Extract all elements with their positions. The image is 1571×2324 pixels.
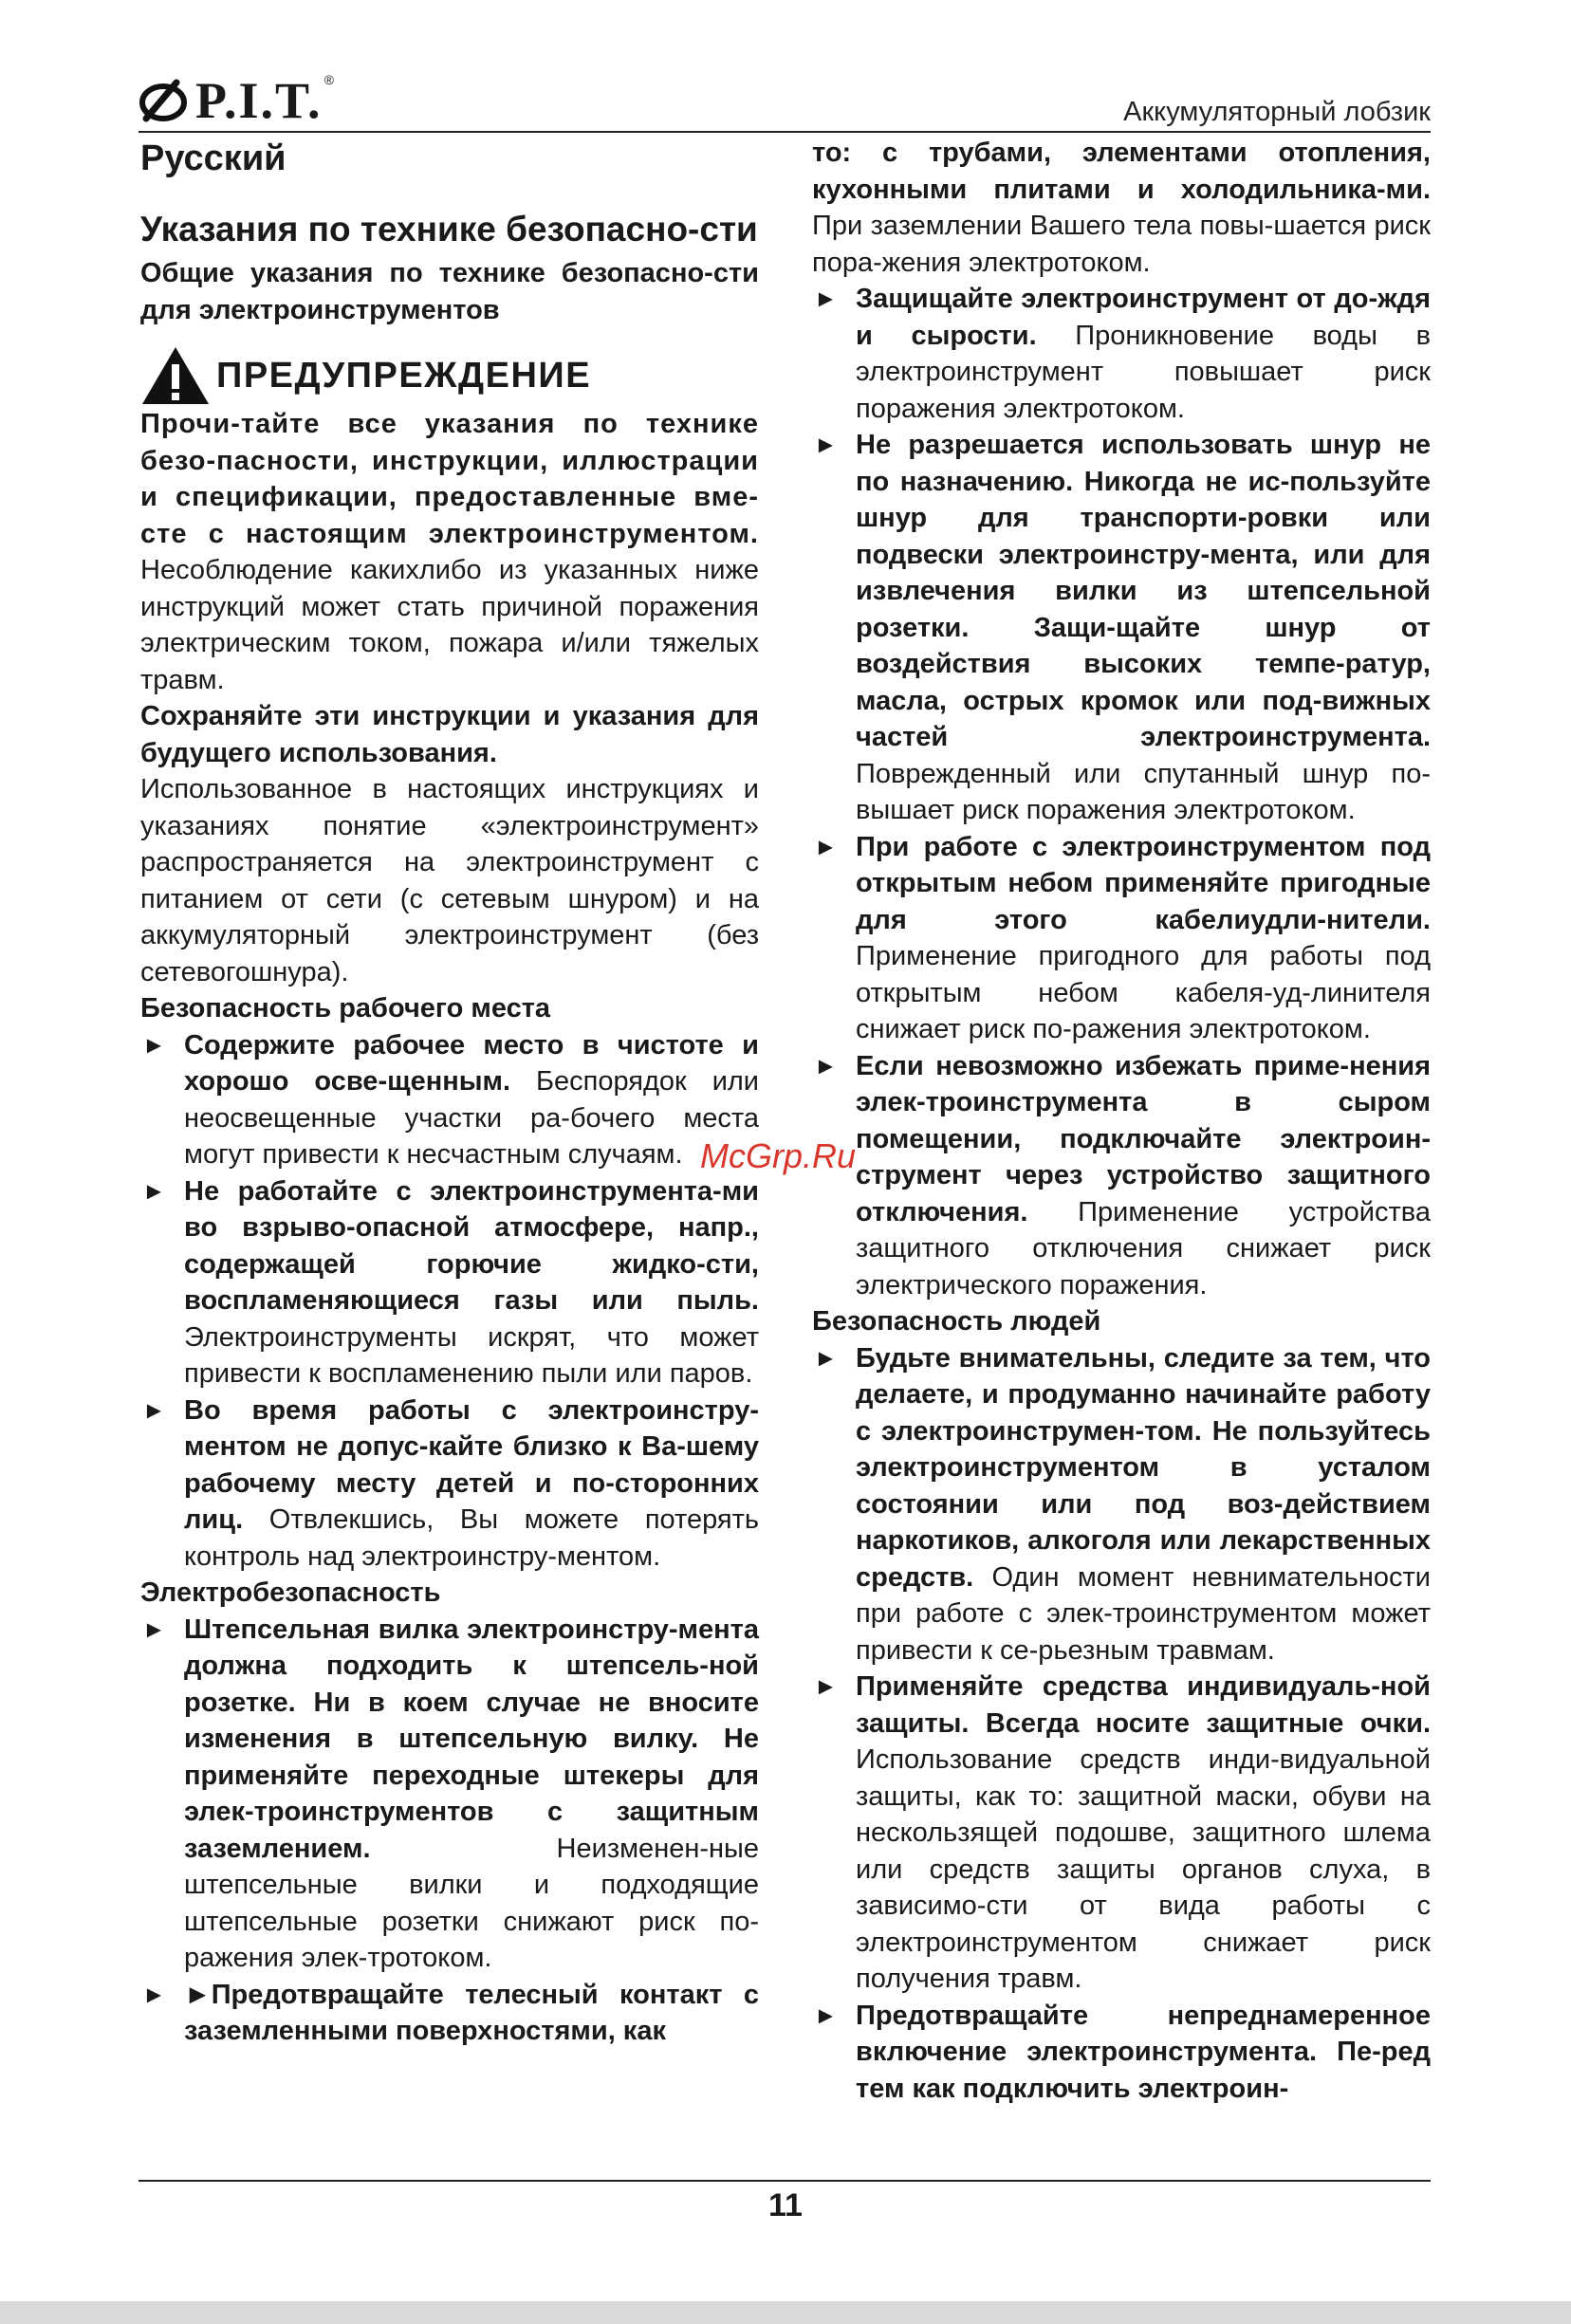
list-item-bold: Если невозможно избежать приме-нения элек-троинструмента в сыром помещении, подключайте электроин-струмент через устройство защитного отключения.	[856, 1050, 1431, 1227]
warning-body	[140, 406, 759, 698]
page-number: 11	[768, 2187, 803, 2223]
bullet-arrow-icon: ►	[142, 1177, 166, 1205]
footer-divider	[139, 2180, 1431, 2182]
bullet-arrow-icon: ►	[814, 833, 838, 860]
bullet-arrow-icon: ►	[142, 1615, 166, 1643]
header-divider	[139, 131, 1431, 133]
list-item-bold: Во время работы с электроинстру-ментом не допус-кайте близко к Ва-шему рабочему месту детей и по-сторонних лиц.	[184, 1394, 759, 1535]
list-item-bold: Будьте внимательны, следите за тем, что делаете, и продуманно начинайте работу с электроинструмен-том. Не пользуйтесь электроинструментом в усталом состоянии или под воз-действием наркотиков, алкоголя или лекарственных средств.	[856, 1342, 1431, 1593]
bullet-arrow-icon: ►	[814, 2001, 838, 2029]
list-item	[140, 1977, 759, 2050]
list-item	[812, 1669, 1431, 1998]
brand-logo	[139, 72, 334, 129]
list-item	[812, 1998, 1431, 2108]
list-item-text: Неизменен-ные штепсельные вилки и подходящие штепсельные розетки снижают риск по-ражения элек-тротоком.	[184, 1833, 759, 1973]
language-title: Русский	[140, 138, 286, 178]
list-item	[140, 1393, 759, 1576]
list-item-text: Отвлекшись, Вы можете потерять контроль над электроинстру-ментом.	[184, 1504, 759, 1572]
list-item	[140, 1173, 759, 1393]
watermark: McGrp.Ru	[700, 1136, 857, 1175]
document-title: Аккумуляторный лобзик	[1123, 97, 1431, 127]
list-item-text: Один момент невнимательности при работе с элек-троинструментом может привести к се-рьезным травмам.	[856, 1561, 1431, 1666]
bullet-arrow-icon: ►	[814, 286, 838, 312]
list-item-text: Беспорядок или неосвещенные участки ра-бочего места могут привести к несчастным случаям.	[184, 1066, 760, 1170]
bullet-arrow-icon: ►	[814, 432, 838, 458]
left-column	[140, 135, 759, 2050]
personal-safety-heading: Безопасность людей	[812, 1306, 1101, 1337]
list-item-bold: ►Предотвращайте телесный контакт с заземленными поверхностями, как	[184, 1979, 759, 2046]
save-instructions-note: Сохраняйте эти инструкции и указания для будущего использования.	[140, 701, 759, 768]
list-item	[812, 427, 1431, 829]
list-item	[812, 1048, 1431, 1304]
continued-paragraph	[812, 135, 1431, 281]
bullet-arrow-icon: ►	[814, 1052, 838, 1079]
bullet-arrow-icon: ►	[142, 1396, 166, 1424]
list-item-text: Использование средств инди-видуальной защиты, как то: защитной маски, обуви на нескользящей подошве, защитного шлема или средств защиты органов слуха, в зависимо-сти от вида работы с электроинструментом снижает риск получения травм.	[856, 1744, 1431, 1994]
work-area-heading: Безопасность рабочего места	[140, 993, 551, 1024]
list-item-bold: Защищайте электроинструмент от до-ждя и сырости.	[856, 284, 1431, 351]
list-item	[812, 829, 1431, 1048]
list-item-text: Электроинструменты искрят, что может привести к воспламенению пыли или паров.	[184, 1321, 759, 1389]
list-item	[812, 1340, 1431, 1669]
page-bottom-band	[0, 2301, 1571, 2324]
section-title: Указания по технике безопасно-сти	[140, 210, 758, 249]
logo-text: P.I.T.	[195, 72, 323, 129]
list-item-bold: Содержите рабочее место в чистоте и хорошо осве-щенным.	[184, 1029, 759, 1097]
continued-bold: то: с трубами, элементами отопления, кухонными плитами и холодильника-ми.	[812, 138, 1431, 205]
list-item	[812, 281, 1431, 427]
warning-triangle-icon	[140, 345, 211, 406]
list-item-text: Применение устройства защитного отключения снижает риск электрического поражения.	[856, 1196, 1431, 1300]
registered-mark: ®	[323, 72, 334, 87]
section-subtitle: Общие указания по технике безопасно-сти для электроинструментов	[140, 258, 759, 325]
bullet-arrow-icon: ►	[814, 1344, 838, 1372]
list-item-bold: Предотвращайте непреднамеренное включение электроинструмента. Пе-ред тем как подключить электроин-	[856, 2000, 1431, 2104]
bullet-arrow-icon: ►	[142, 1031, 166, 1059]
electrical-safety-heading: Электробезопасность	[140, 1577, 441, 1608]
warning-text: Несоблюдение какихлибо из указанных ниже инструкций может стать причиной поражения электрическим током, пожара и/или тяжелых травм.	[140, 555, 759, 695]
list-item-bold: При работе с электроинструментом под открытым небом применяйте пригодные для этого кабелиудли-нители.	[856, 831, 1431, 935]
list-item-text: Применение пригодного для работы под открытым небом кабеля-уд-линителя снижает риск по-ражения электротоком.	[856, 941, 1431, 1044]
list-item	[140, 1612, 759, 1977]
list-item-bold: Не разрешается использовать шнур не по назначению. Никогда не ис-пользуйте шнур для транспорти-ровки или подвески электроинстру-мента, или для извлечения вилки из штепсельной розетки. Защи-щайте шнур от воздействия высоких темпе-ратур, масла, острых кромок или под-вижных частей электроинструмента.	[856, 430, 1431, 752]
list-item-bold: Штепсельная вилка электроинстру-мента должна подходить к штепсель-ной розетке. Ни в коем случае не вносите изменения в штепсельную вилку. Не применяйте переходные штекеры для элек-троинструментов с защитным заземлением.	[184, 1614, 759, 1864]
list-item-text: Проникновение воды в электроинструмент повышает риск поражения электротоком.	[856, 320, 1431, 424]
warning-bold-text: Прочи-тайте все указания по технике безо-пасности, инструкции, иллюстрации и спецификации, предоставленные вме-сте с настоящим электроинструментом.	[140, 409, 759, 549]
list-item	[140, 1027, 759, 1173]
right-column	[812, 135, 1431, 2107]
list-item-bold: Применяйте средства индивидуаль-ной защиты. Всегда носите защитные очки.	[856, 1671, 1431, 1739]
continued-text: При заземлении Вашего тела повы-шается риск пора-жения электротоком.	[812, 211, 1431, 278]
bullet-arrow-icon: ►	[814, 1673, 838, 1700]
bullet-arrow-icon: ►	[142, 1981, 166, 2008]
warning-label: ПРЕДУПРЕЖДЕНИЕ	[216, 356, 592, 396]
warning-heading	[216, 345, 591, 406]
pit-logo-icon	[139, 77, 192, 124]
list-item-text: Поврежденный или спутанный шнур по-вышает риск поражения электротоком.	[856, 758, 1431, 825]
warning-block	[140, 345, 759, 406]
list-item-bold: Не работайте с электроинструмента-ми во взрыво-опасной атмосфере, напр., содержащей горючие жидко-сти, воспламеняющиеся газы или пыль.	[184, 1175, 759, 1316]
definition-paragraph: Использованное в настоящих инструкциях и указаниях понятие «электроинструмент» распространяется на электроинструмент с питанием от сети (с сетевым шнуром) и на аккумуляторный электроинструмент (без сетевогошнура).	[140, 774, 759, 987]
